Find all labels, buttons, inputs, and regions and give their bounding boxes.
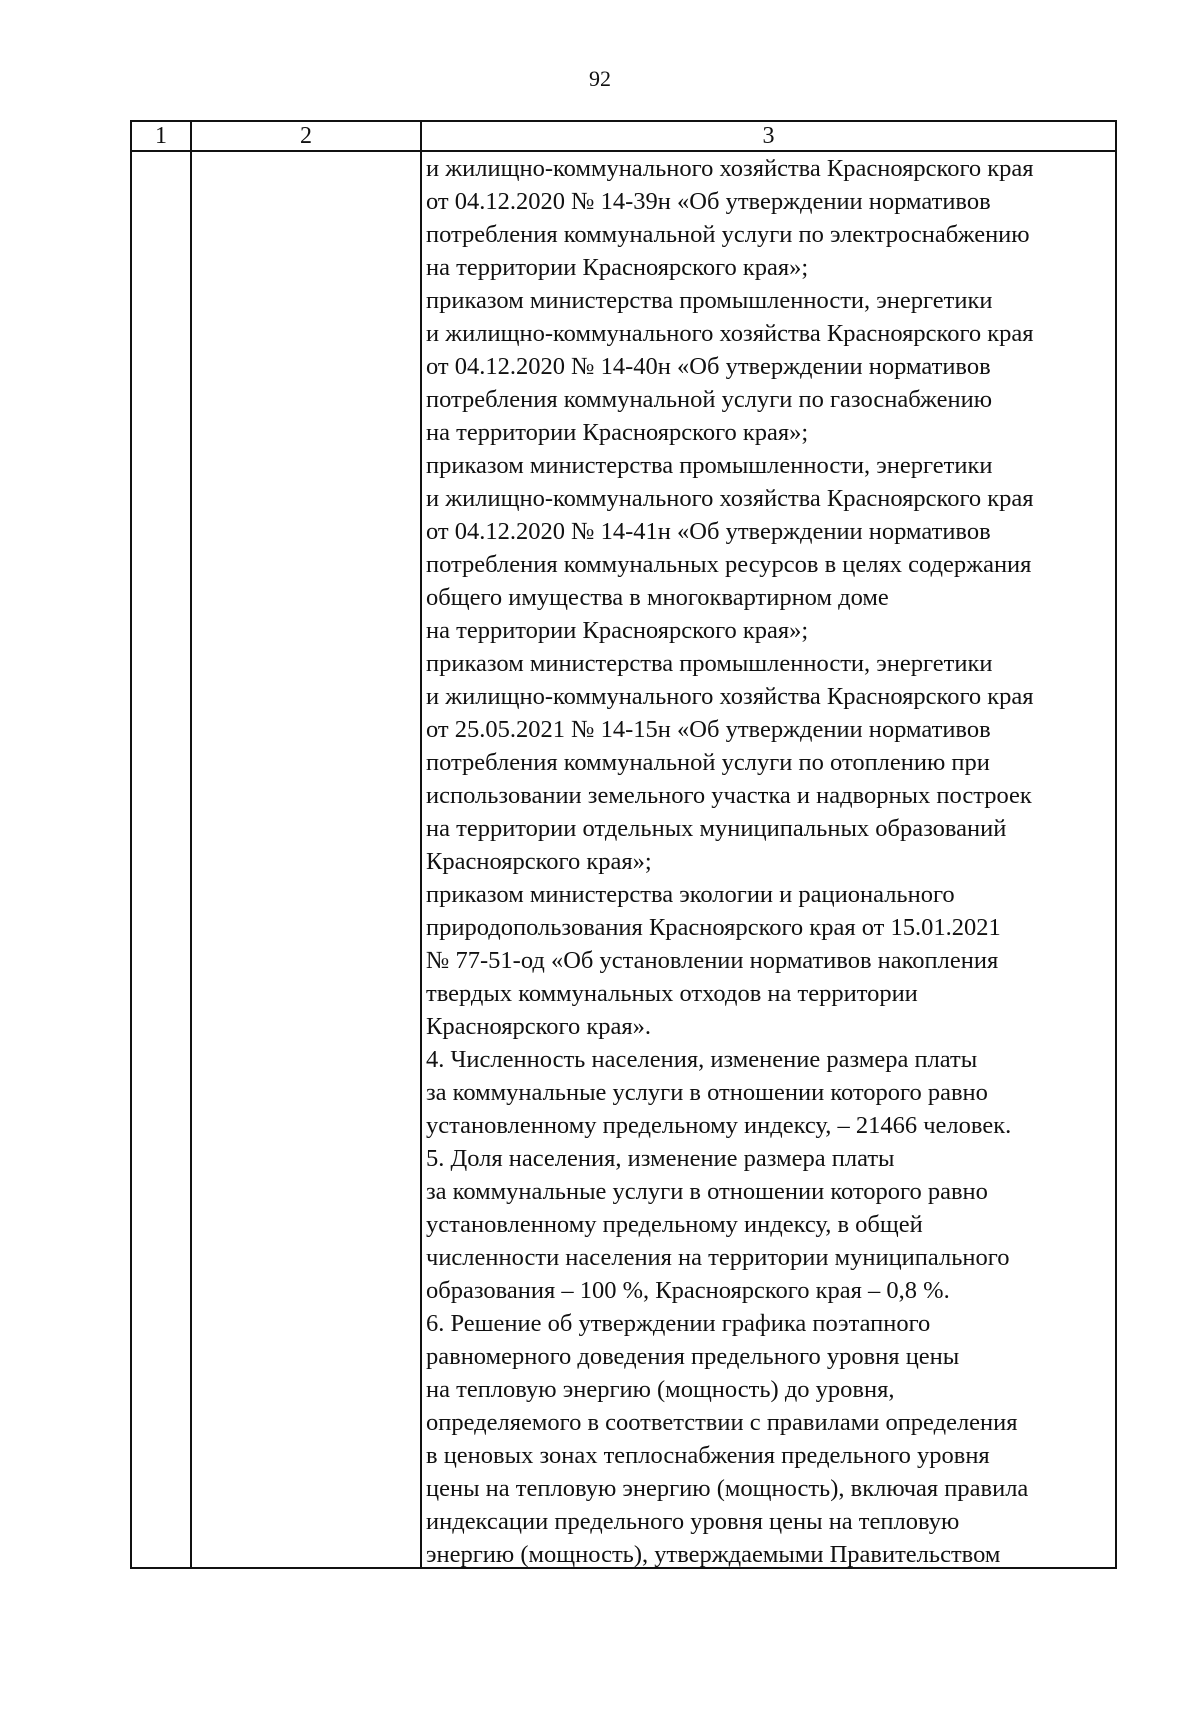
text-line: 6. Решение об утверждении графика поэтапного bbox=[426, 1310, 931, 1337]
text-line: установленному предельному индексу, – 21466 человек. bbox=[426, 1112, 1012, 1139]
text-line: приказом министерства экологии и рационального bbox=[426, 881, 955, 908]
text-line: цены на тепловую энергию (мощность), включая правила bbox=[426, 1475, 1029, 1502]
text-line: от 25.05.2021 № 14-15н «Об утверждении нормативов bbox=[426, 716, 991, 743]
text-line: общего имущества в многоквартирном доме bbox=[426, 584, 889, 611]
text-line: потребления коммунальной услуги по электроснабжению bbox=[426, 221, 1030, 248]
text-line: от 04.12.2020 № 14-41н «Об утверждении нормативов bbox=[426, 518, 991, 545]
text-line: и жилищно-коммунального хозяйства Красноярского края bbox=[426, 683, 1034, 710]
text-line: и жилищно-коммунального хозяйства Красноярского края bbox=[426, 485, 1034, 512]
text-line: использовании земельного участка и надворных построек bbox=[426, 782, 1032, 809]
text-line: установленному предельному индексу, в общей bbox=[426, 1211, 923, 1238]
cell-column-3-text bbox=[426, 152, 1116, 1571]
text-line: и жилищно-коммунального хозяйства Красноярского края bbox=[426, 320, 1034, 347]
text-line: равномерного доведения предельного уровня цены bbox=[426, 1343, 960, 1370]
text-line: твердых коммунальных отходов на территории bbox=[426, 980, 918, 1007]
text-line: № 77-51-од «Об установлении нормативов накопления bbox=[426, 947, 999, 974]
document-table bbox=[130, 120, 1117, 1569]
text-line: потребления коммунальной услуги по отоплению при bbox=[426, 749, 990, 776]
text-line: определяемого в соответствии с правилами определения bbox=[426, 1409, 1018, 1436]
column-divider bbox=[420, 122, 422, 1567]
text-line: потребления коммунальной услуги по газоснабжению bbox=[426, 386, 993, 413]
text-line: 4. Численность населения, изменение размера платы bbox=[426, 1046, 978, 1073]
text-line: Красноярского края». bbox=[426, 1013, 652, 1040]
column-header-3: 3 bbox=[762, 123, 775, 149]
text-line: образования – 100 %, Красноярского края – 0,8 %. bbox=[426, 1277, 950, 1304]
text-line: потребления коммунальных ресурсов в целях содержания bbox=[426, 551, 1032, 578]
page-number: 92 bbox=[589, 66, 611, 91]
text-line: на территории Красноярского края»; bbox=[426, 254, 809, 281]
text-line: приказом министерства промышленности, энергетики bbox=[426, 287, 993, 314]
text-line: от 04.12.2020 № 14-40н «Об утверждении нормативов bbox=[426, 353, 991, 380]
column-header-1: 1 bbox=[155, 123, 167, 149]
text-line: и жилищно-коммунального хозяйства Красноярского края bbox=[426, 155, 1034, 182]
text-line: 5. Доля населения, изменение размера платы bbox=[426, 1145, 895, 1172]
text-line: на тепловую энергию (мощность) до уровня, bbox=[426, 1376, 895, 1403]
text-line: за коммунальные услуги в отношении которого равно bbox=[426, 1079, 988, 1106]
text-line: за коммунальные услуги в отношении которого равно bbox=[426, 1178, 988, 1205]
table-header-row bbox=[132, 122, 1115, 152]
text-line: на территории Красноярского края»; bbox=[426, 617, 809, 644]
text-line: от 04.12.2020 № 14-39н «Об утверждении нормативов bbox=[426, 188, 991, 215]
text-line: приказом министерства промышленности, энергетики bbox=[426, 650, 993, 677]
text-line: индексации предельного уровня цены на тепловую bbox=[426, 1508, 960, 1535]
column-header-2: 2 bbox=[300, 123, 312, 149]
column-divider bbox=[190, 122, 192, 1567]
text-line: приказом министерства промышленности, энергетики bbox=[426, 452, 993, 479]
text-line: на территории отдельных муниципальных образований bbox=[426, 815, 1007, 842]
text-line: в ценовых зонах теплоснабжения предельного уровня bbox=[426, 1442, 990, 1469]
text-line: энергию (мощность), утверждаемыми Правительством bbox=[426, 1541, 1001, 1568]
text-line: численности населения на территории муниципального bbox=[426, 1244, 1010, 1271]
text-line: на территории Красноярского края»; bbox=[426, 419, 809, 446]
text-line: Красноярского края»; bbox=[426, 848, 652, 875]
text-line: природопользования Красноярского края от 15.01.2021 bbox=[426, 914, 1001, 941]
